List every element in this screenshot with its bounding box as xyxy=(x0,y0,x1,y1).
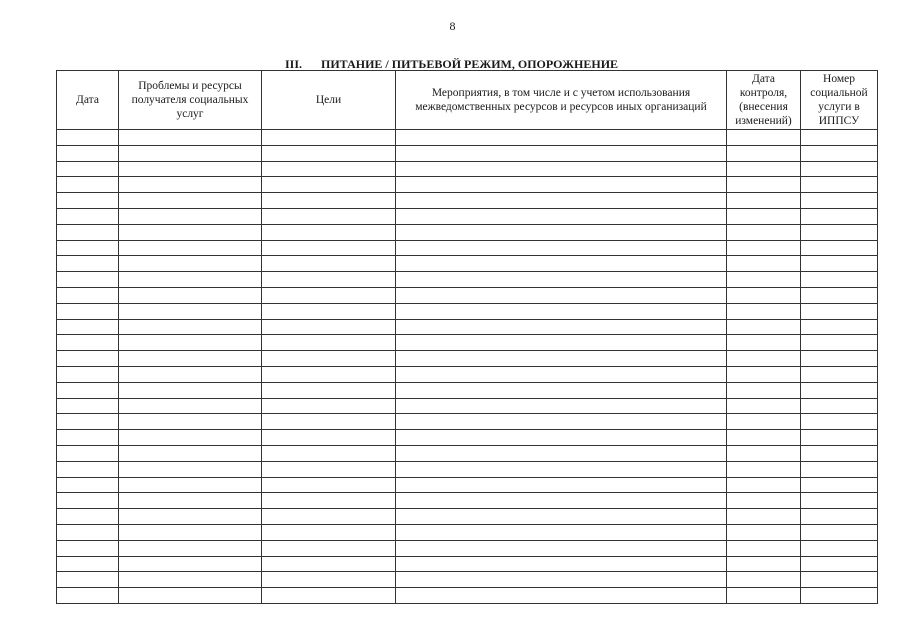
cell-service-number[interactable] xyxy=(801,208,878,224)
table-row xyxy=(57,240,878,256)
cell-control-date[interactable] xyxy=(727,477,801,493)
cell-goals[interactable] xyxy=(262,240,396,256)
cell-date[interactable] xyxy=(57,272,119,288)
cell-measures[interactable] xyxy=(396,177,727,193)
cell-date[interactable] xyxy=(57,572,119,588)
cell-control-date[interactable] xyxy=(727,351,801,367)
cell-date[interactable] xyxy=(57,351,119,367)
cell-control-date[interactable] xyxy=(727,335,801,351)
cell-control-date[interactable] xyxy=(727,240,801,256)
table-row xyxy=(57,161,878,177)
cell-service-number[interactable] xyxy=(801,303,878,319)
cell-service-number[interactable] xyxy=(801,130,878,146)
cell-measures[interactable] xyxy=(396,477,727,493)
table-row xyxy=(57,319,878,335)
cell-service-number[interactable] xyxy=(801,366,878,382)
table-row xyxy=(57,193,878,209)
cell-problems-resources[interactable] xyxy=(119,208,262,224)
cell-control-date[interactable] xyxy=(727,208,801,224)
cell-measures[interactable] xyxy=(396,588,727,604)
cell-goals[interactable] xyxy=(262,130,396,146)
table-row xyxy=(57,556,878,572)
cell-control-date[interactable] xyxy=(727,524,801,540)
cell-control-date[interactable] xyxy=(727,272,801,288)
cell-date[interactable] xyxy=(57,240,119,256)
cell-measures[interactable] xyxy=(396,366,727,382)
cell-measures[interactable] xyxy=(396,130,727,146)
cell-control-date[interactable] xyxy=(727,572,801,588)
cell-service-number[interactable] xyxy=(801,161,878,177)
cell-date[interactable] xyxy=(57,509,119,525)
cell-goals[interactable] xyxy=(262,493,396,509)
cell-control-date[interactable] xyxy=(727,177,801,193)
table-row xyxy=(57,145,878,161)
cell-service-number[interactable] xyxy=(801,382,878,398)
table-row xyxy=(57,572,878,588)
cell-service-number[interactable] xyxy=(801,461,878,477)
cell-problems-resources[interactable] xyxy=(119,588,262,604)
table-row xyxy=(57,509,878,525)
cell-date[interactable] xyxy=(57,287,119,303)
cell-problems-resources[interactable] xyxy=(119,335,262,351)
cell-problems-resources[interactable] xyxy=(119,461,262,477)
cell-date[interactable] xyxy=(57,382,119,398)
page-number: 8 xyxy=(449,19,456,33)
cell-control-date[interactable] xyxy=(727,414,801,430)
cell-problems-resources[interactable] xyxy=(119,193,262,209)
table-row xyxy=(57,382,878,398)
cell-date[interactable] xyxy=(57,445,119,461)
care-plan-table xyxy=(56,70,878,604)
cell-service-number[interactable] xyxy=(801,430,878,446)
cell-problems-resources[interactable] xyxy=(119,130,262,146)
cell-problems-resources[interactable] xyxy=(119,540,262,556)
table-row xyxy=(57,461,878,477)
cell-service-number[interactable] xyxy=(801,414,878,430)
cell-control-date[interactable] xyxy=(727,588,801,604)
header-date: Дата xyxy=(57,71,119,130)
cell-measures[interactable] xyxy=(396,509,727,525)
cell-control-date[interactable] xyxy=(727,493,801,509)
cell-service-number[interactable] xyxy=(801,177,878,193)
cell-goals[interactable] xyxy=(262,540,396,556)
cell-control-date[interactable] xyxy=(727,303,801,319)
cell-date[interactable] xyxy=(57,319,119,335)
cell-date[interactable] xyxy=(57,524,119,540)
cell-control-date[interactable] xyxy=(727,366,801,382)
cell-problems-resources[interactable] xyxy=(119,303,262,319)
cell-service-number[interactable] xyxy=(801,287,878,303)
cell-problems-resources[interactable] xyxy=(119,382,262,398)
cell-measures[interactable] xyxy=(396,540,727,556)
cell-date[interactable] xyxy=(57,493,119,509)
cell-control-date[interactable] xyxy=(727,319,801,335)
cell-date[interactable] xyxy=(57,461,119,477)
table-row xyxy=(57,398,878,414)
cell-date[interactable] xyxy=(57,366,119,382)
cell-service-number[interactable] xyxy=(801,398,878,414)
cell-measures[interactable] xyxy=(396,145,727,161)
cell-goals[interactable] xyxy=(262,272,396,288)
cell-date[interactable] xyxy=(57,177,119,193)
cell-service-number[interactable] xyxy=(801,319,878,335)
table-header-row xyxy=(57,71,878,130)
cell-goals[interactable] xyxy=(262,303,396,319)
cell-control-date[interactable] xyxy=(727,382,801,398)
cell-measures[interactable] xyxy=(396,256,727,272)
table-row xyxy=(57,588,878,604)
cell-service-number[interactable] xyxy=(801,477,878,493)
cell-date[interactable] xyxy=(57,335,119,351)
cell-date[interactable] xyxy=(57,130,119,146)
cell-date[interactable] xyxy=(57,556,119,572)
cell-problems-resources[interactable] xyxy=(119,477,262,493)
cell-goals[interactable] xyxy=(262,430,396,446)
cell-control-date[interactable] xyxy=(727,145,801,161)
cell-service-number[interactable] xyxy=(801,556,878,572)
cell-measures[interactable] xyxy=(396,430,727,446)
cell-problems-resources[interactable] xyxy=(119,445,262,461)
cell-goals[interactable] xyxy=(262,256,396,272)
cell-control-date[interactable] xyxy=(727,461,801,477)
header-measures: Мероприятия, в том числе и с учетом использования межведомственных ресурсов и ресурсов иных организаций xyxy=(396,71,727,130)
cell-date[interactable] xyxy=(57,540,119,556)
cell-service-number[interactable] xyxy=(801,256,878,272)
cell-goals[interactable] xyxy=(262,398,396,414)
cell-service-number[interactable] xyxy=(801,272,878,288)
header-problems-resources: Проблемы и ресурсы получателя социальных услуг xyxy=(119,71,262,130)
cell-problems-resources[interactable] xyxy=(119,224,262,240)
cell-measures[interactable] xyxy=(396,193,727,209)
cell-goals[interactable] xyxy=(262,208,396,224)
table-row xyxy=(57,303,878,319)
cell-problems-resources[interactable] xyxy=(119,366,262,382)
table-row xyxy=(57,224,878,240)
cell-control-date[interactable] xyxy=(727,256,801,272)
cell-date[interactable] xyxy=(57,588,119,604)
cell-date[interactable] xyxy=(57,224,119,240)
cell-goals[interactable] xyxy=(262,572,396,588)
cell-service-number[interactable] xyxy=(801,351,878,367)
cell-measures[interactable] xyxy=(396,414,727,430)
cell-goals[interactable] xyxy=(262,145,396,161)
table-row xyxy=(57,445,878,461)
cell-problems-resources[interactable] xyxy=(119,256,262,272)
table-row xyxy=(57,414,878,430)
cell-measures[interactable] xyxy=(396,240,727,256)
cell-date[interactable] xyxy=(57,145,119,161)
table-row xyxy=(57,177,878,193)
table-row xyxy=(57,366,878,382)
cell-goals[interactable] xyxy=(262,414,396,430)
cell-control-date[interactable] xyxy=(727,398,801,414)
cell-measures[interactable] xyxy=(396,208,727,224)
cell-control-date[interactable] xyxy=(727,509,801,525)
cell-goals[interactable] xyxy=(262,588,396,604)
cell-measures[interactable] xyxy=(396,398,727,414)
cell-problems-resources[interactable] xyxy=(119,145,262,161)
cell-problems-resources[interactable] xyxy=(119,414,262,430)
cell-control-date[interactable] xyxy=(727,445,801,461)
cell-problems-resources[interactable] xyxy=(119,572,262,588)
cell-service-number[interactable] xyxy=(801,493,878,509)
table-row xyxy=(57,524,878,540)
cell-service-number[interactable] xyxy=(801,540,878,556)
cell-service-number[interactable] xyxy=(801,224,878,240)
cell-measures[interactable] xyxy=(396,493,727,509)
cell-measures[interactable] xyxy=(396,445,727,461)
cell-problems-resources[interactable] xyxy=(119,240,262,256)
cell-service-number[interactable] xyxy=(801,240,878,256)
table-body xyxy=(57,130,878,604)
cell-problems-resources[interactable] xyxy=(119,509,262,525)
cell-measures[interactable] xyxy=(396,351,727,367)
section-number: III. xyxy=(285,57,303,71)
cell-service-number[interactable] xyxy=(801,509,878,525)
cell-date[interactable] xyxy=(57,161,119,177)
cell-date[interactable] xyxy=(57,256,119,272)
header-goals: Цели xyxy=(262,71,396,130)
cell-problems-resources[interactable] xyxy=(119,319,262,335)
cell-goals[interactable] xyxy=(262,509,396,525)
table-row xyxy=(57,430,878,446)
cell-problems-resources[interactable] xyxy=(119,398,262,414)
cell-goals[interactable] xyxy=(262,224,396,240)
section-title-text: ПИТАНИЕ / ПИТЬЕВОЙ РЕЖИМ, ОПОРОЖНЕНИЕ xyxy=(321,57,619,71)
cell-measures[interactable] xyxy=(396,572,727,588)
cell-goals[interactable] xyxy=(262,524,396,540)
cell-problems-resources[interactable] xyxy=(119,493,262,509)
header-control-date: Дата контроля, (внесения изменений) xyxy=(727,71,801,130)
cell-measures[interactable] xyxy=(396,524,727,540)
cell-measures[interactable] xyxy=(396,287,727,303)
cell-service-number[interactable] xyxy=(801,145,878,161)
cell-control-date[interactable] xyxy=(727,224,801,240)
cell-control-date[interactable] xyxy=(727,287,801,303)
table-row xyxy=(57,351,878,367)
cell-goals[interactable] xyxy=(262,366,396,382)
cell-control-date[interactable] xyxy=(727,193,801,209)
cell-goals[interactable] xyxy=(262,319,396,335)
cell-service-number[interactable] xyxy=(801,588,878,604)
cell-date[interactable] xyxy=(57,477,119,493)
table-row xyxy=(57,208,878,224)
header-service-number: Номер социальной услуги в ИППСУ xyxy=(801,71,878,130)
cell-goals[interactable] xyxy=(262,351,396,367)
cell-measures[interactable] xyxy=(396,335,727,351)
cell-service-number[interactable] xyxy=(801,572,878,588)
cell-service-number[interactable] xyxy=(801,335,878,351)
cell-measures[interactable] xyxy=(396,303,727,319)
cell-date[interactable] xyxy=(57,414,119,430)
cell-goals[interactable] xyxy=(262,335,396,351)
cell-problems-resources[interactable] xyxy=(119,556,262,572)
cell-problems-resources[interactable] xyxy=(119,272,262,288)
cell-goals[interactable] xyxy=(262,461,396,477)
cell-control-date[interactable] xyxy=(727,556,801,572)
cell-goals[interactable] xyxy=(262,556,396,572)
table-row xyxy=(57,493,878,509)
cell-problems-resources[interactable] xyxy=(119,177,262,193)
table-row xyxy=(57,287,878,303)
table-row xyxy=(57,130,878,146)
cell-date[interactable] xyxy=(57,193,119,209)
cell-control-date[interactable] xyxy=(727,540,801,556)
cell-problems-resources[interactable] xyxy=(119,524,262,540)
cell-control-date[interactable] xyxy=(727,161,801,177)
cell-goals[interactable] xyxy=(262,382,396,398)
cell-goals[interactable] xyxy=(262,193,396,209)
cell-control-date[interactable] xyxy=(727,130,801,146)
cell-measures[interactable] xyxy=(396,272,727,288)
cell-control-date[interactable] xyxy=(727,430,801,446)
table-row xyxy=(57,540,878,556)
cell-goals[interactable] xyxy=(262,287,396,303)
cell-service-number[interactable] xyxy=(801,445,878,461)
cell-problems-resources[interactable] xyxy=(119,287,262,303)
cell-goals[interactable] xyxy=(262,445,396,461)
care-plan-table-container xyxy=(56,70,877,591)
cell-measures[interactable] xyxy=(396,382,727,398)
cell-measures[interactable] xyxy=(396,224,727,240)
cell-measures[interactable] xyxy=(396,161,727,177)
cell-goals[interactable] xyxy=(262,477,396,493)
cell-problems-resources[interactable] xyxy=(119,430,262,446)
cell-goals[interactable] xyxy=(262,161,396,177)
cell-goals[interactable] xyxy=(262,177,396,193)
cell-measures[interactable] xyxy=(396,319,727,335)
cell-date[interactable] xyxy=(57,208,119,224)
cell-service-number[interactable] xyxy=(801,524,878,540)
cell-date[interactable] xyxy=(57,303,119,319)
cell-service-number[interactable] xyxy=(801,193,878,209)
table-row xyxy=(57,256,878,272)
cell-measures[interactable] xyxy=(396,556,727,572)
table-row xyxy=(57,272,878,288)
table-row xyxy=(57,335,878,351)
cell-date[interactable] xyxy=(57,430,119,446)
cell-problems-resources[interactable] xyxy=(119,351,262,367)
table-row xyxy=(57,477,878,493)
cell-measures[interactable] xyxy=(396,461,727,477)
cell-problems-resources[interactable] xyxy=(119,161,262,177)
cell-date[interactable] xyxy=(57,398,119,414)
